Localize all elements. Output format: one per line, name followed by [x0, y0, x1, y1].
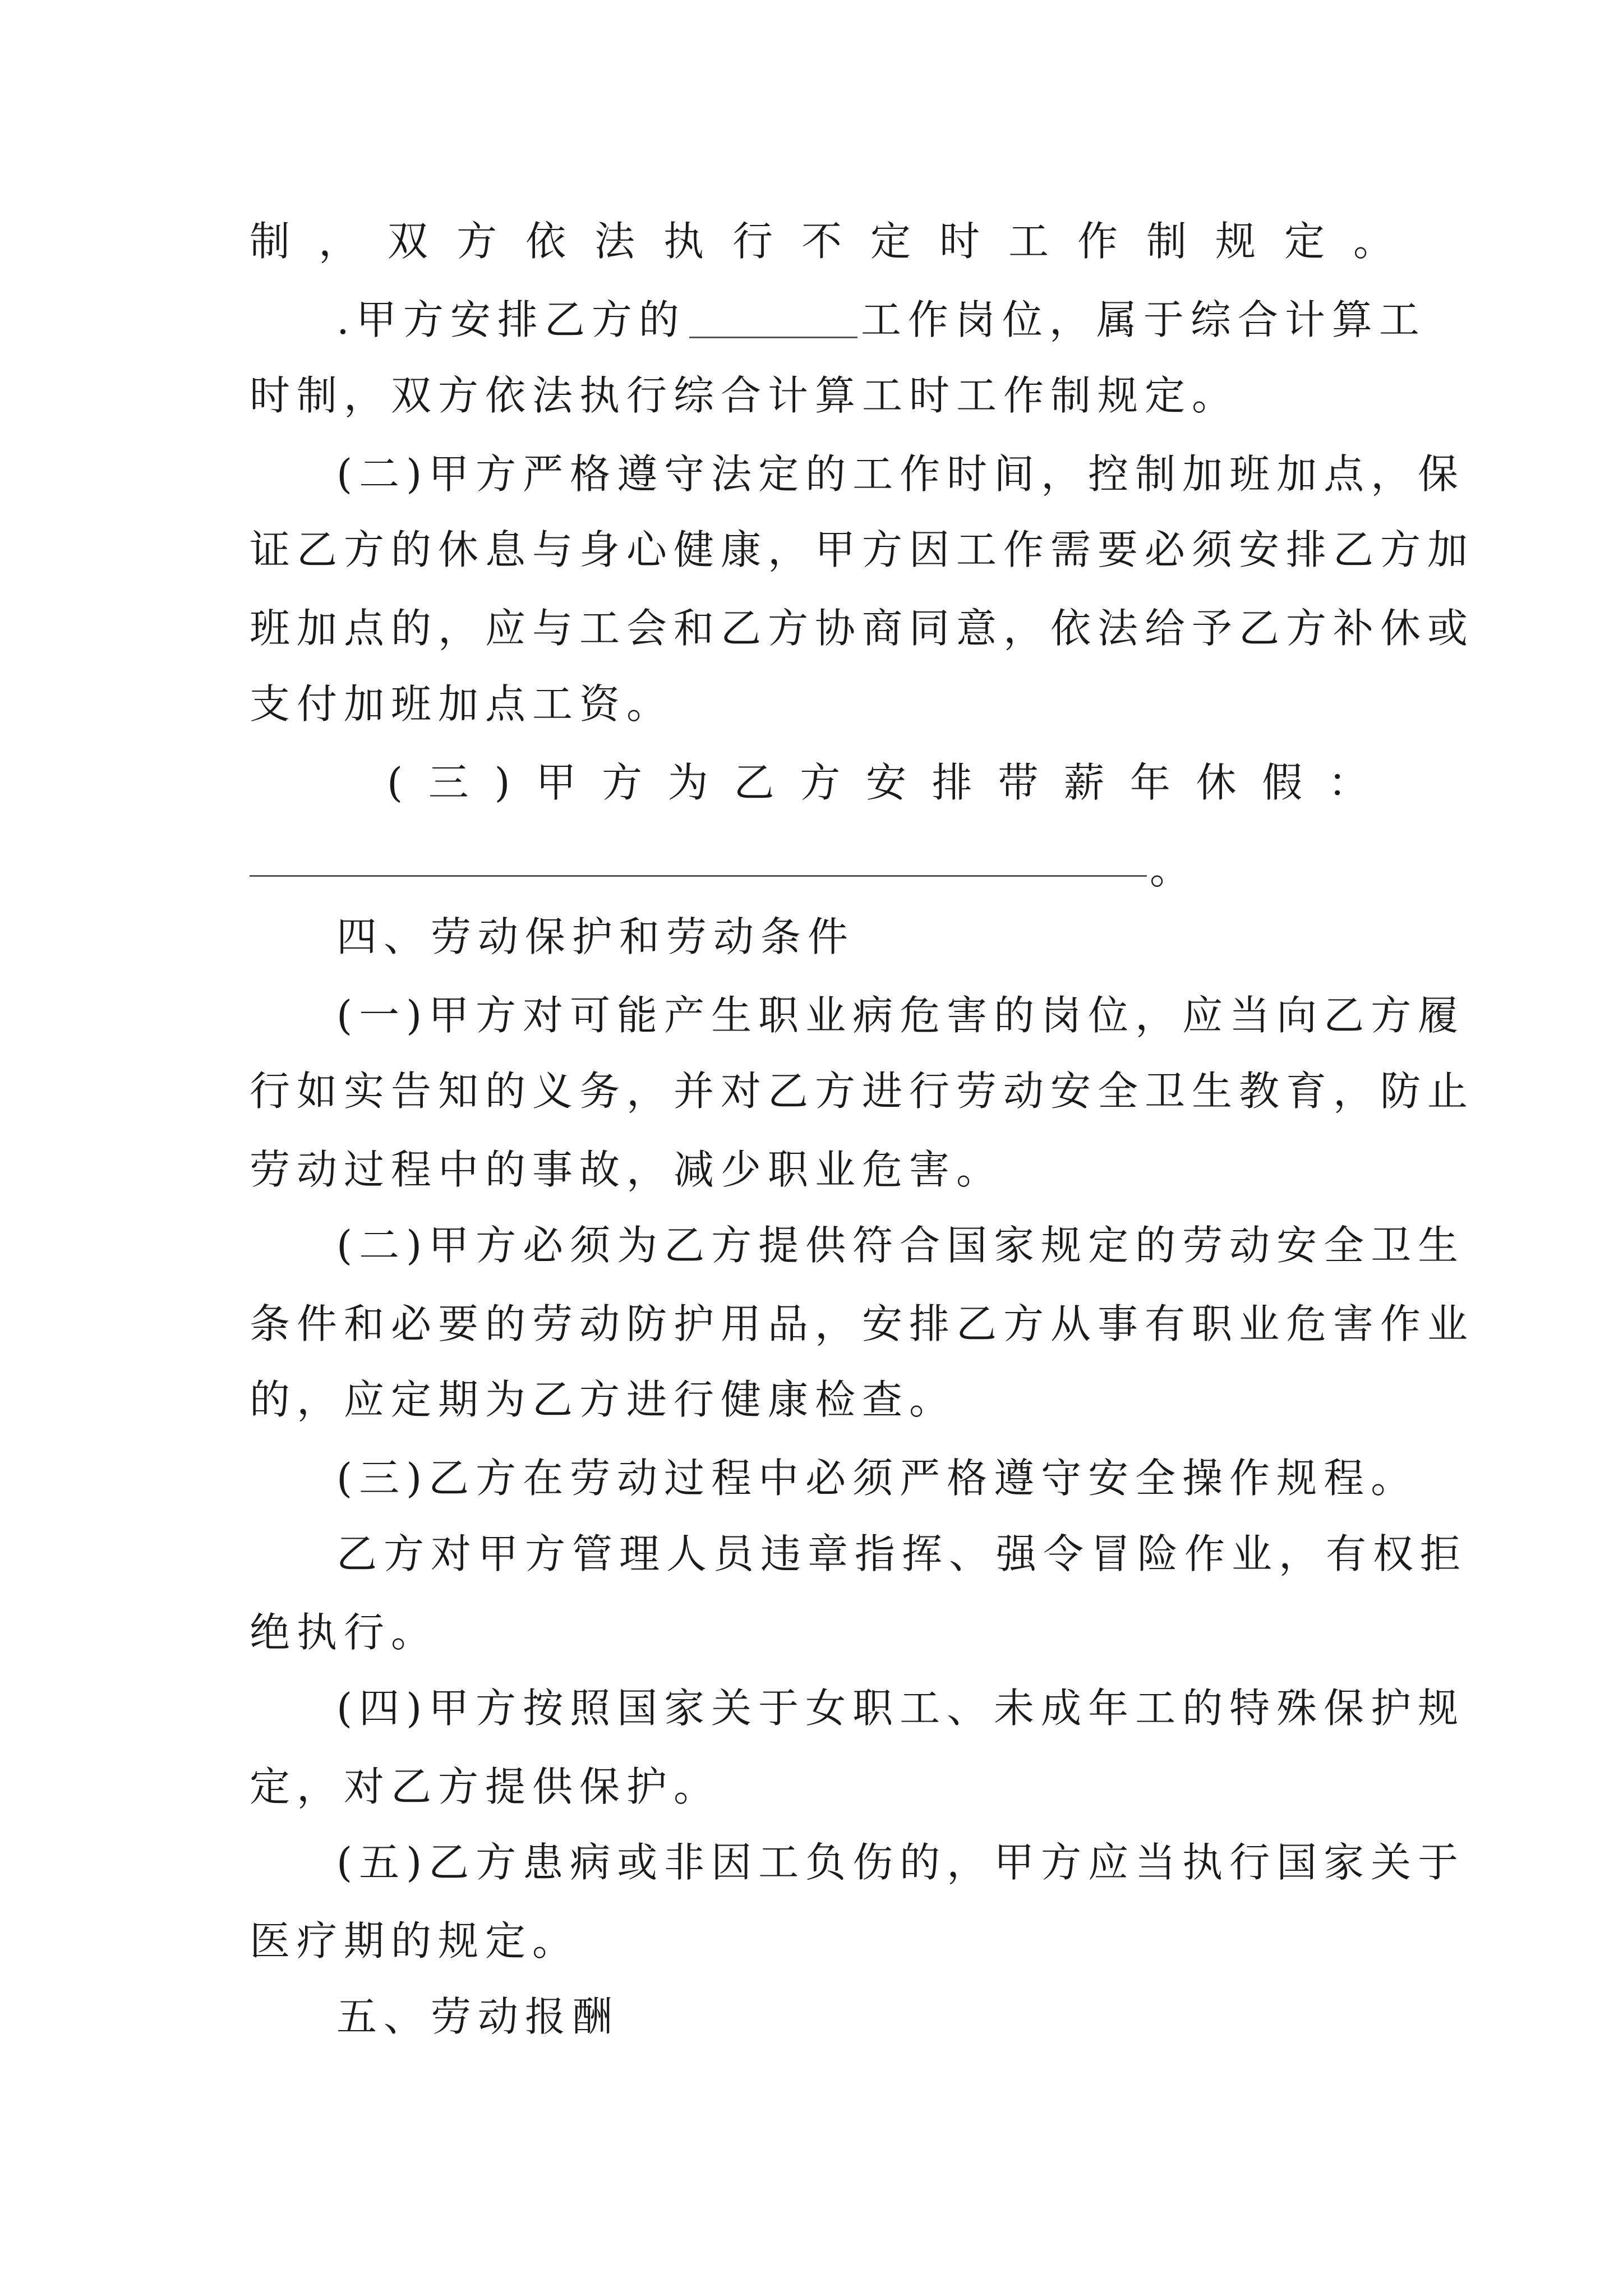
text-span: 条件和必要的劳动防护用品，安排乙方从事有职业危害作业 [250, 1300, 1475, 1347]
text-span: (三)乙方在劳动过程中必须严格遵守安全操作规程。 [336, 1455, 1418, 1502]
text-line [250, 213, 1394, 269]
section-heading [336, 909, 855, 965]
text-span: 四、劳动保护和劳动条件 [336, 913, 855, 960]
text-span: 证乙方的休息与身心健康，甲方因工作需要必须安排乙方加 [250, 526, 1475, 573]
fill-in-blank-long[interactable] [250, 875, 1147, 877]
text-line [250, 1913, 579, 1969]
text-line [250, 676, 674, 732]
text-line [336, 1834, 1465, 1890]
text-line [250, 1372, 956, 1428]
text-span: (二)甲方严格遵守法定的工作时间，控制加班加点，保 [336, 450, 1465, 498]
text-span: 定，对乙方提供保护。 [250, 1763, 721, 1810]
text-line [250, 1296, 1474, 1352]
section-heading [336, 1989, 619, 2045]
text-span: 五、劳动报酬 [336, 1993, 620, 2040]
text-span: 的，应定期为乙方进行健康检查。 [250, 1376, 957, 1423]
text-span: 制，双方依法执行不定时工作制规定。 [250, 218, 1394, 265]
text-line [387, 754, 1368, 811]
text-span: (三)甲方为乙方安排带薪年休假： [387, 759, 1368, 806]
text-span: (二)甲方必须为乙方提供符合国家规定的劳动安全卫生 [336, 1222, 1465, 1269]
text-span: 行如实告知的义务，并对乙方进行劳动安全卫生教育，防止 [250, 1068, 1475, 1115]
text-span: 时制，双方依法执行综合计算工时工作制规定。 [250, 372, 1239, 419]
text-span: 绝执行。 [250, 1609, 439, 1656]
text-line [336, 1217, 1465, 1273]
text-line [336, 1680, 1465, 1736]
text-line [250, 1063, 1474, 1119]
text-line [336, 1526, 1467, 1582]
text-line [250, 522, 1474, 578]
text-line-with-blank [336, 292, 1426, 348]
text-span: 劳动过程中的事故，减少职业危害。 [250, 1146, 1004, 1193]
text-span: (一)甲方对可能产生职业病危害的岗位，应当向乙方履 [336, 992, 1465, 1039]
text-line [250, 367, 1239, 424]
text-span: .甲方安排乙方的 [336, 296, 686, 343]
fill-in-blank[interactable] [689, 303, 857, 338]
text-line [336, 1450, 1418, 1506]
text-line [250, 1604, 438, 1660]
text-span: 工作岗位，属于综合计算工 [860, 296, 1426, 343]
text-span: 班加点的，应与工会和乙方协商同意，依法给予乙方补休或 [250, 605, 1475, 652]
text-span: 。 [1150, 846, 1191, 893]
text-span: 医疗期的规定。 [250, 1917, 580, 1964]
text-line [250, 1142, 1003, 1198]
text-line [250, 1759, 721, 1815]
text-span: 乙方对甲方管理人员违章指挥、强令冒险作业，有权拒 [336, 1530, 1468, 1577]
text-line [250, 600, 1474, 656]
text-line [336, 987, 1465, 1043]
text-span: (四)甲方按照国家关于女职工、未成年工的特殊保护规 [336, 1685, 1465, 1732]
text-span: 支付加班加点工资。 [250, 680, 674, 728]
text-span: (五)乙方患病或非因工负伤的，甲方应当执行国家关于 [336, 1839, 1465, 1886]
text-line [336, 446, 1465, 502]
